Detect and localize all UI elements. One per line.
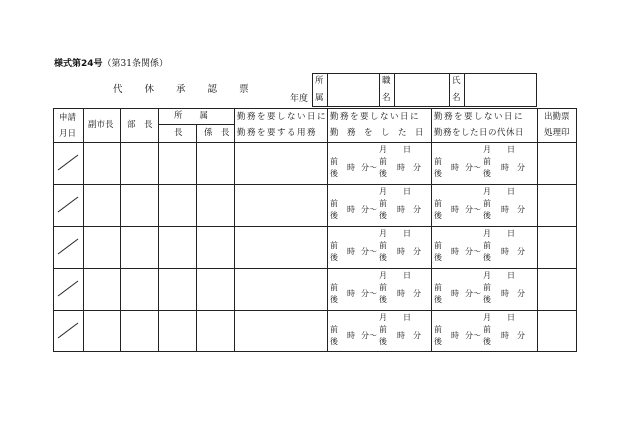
daikyu-day: 日 (507, 271, 515, 280)
date-slash (53, 226, 83, 268)
kinmu-min-range: 分～ (361, 247, 377, 256)
kinmu-month: 月 (379, 313, 387, 322)
form-number: 様式第24号（第31条関係） (54, 59, 168, 69)
kinmu-hour-start: 時 (347, 289, 355, 298)
daikyu-header-2: 勤務をした日の代休日 (434, 128, 525, 138)
kinmu-day: 日 (403, 229, 411, 238)
daikyu-month: 月 (483, 229, 491, 238)
daikyu-am-start: 前 (434, 157, 442, 166)
kinmu-day-header-2: 勤 務 を し た 日 (330, 128, 424, 138)
shozoku-label-2: 属 (315, 93, 324, 103)
daikyu-hour-end: 時 (501, 289, 509, 298)
daikyu-pm-end: 後 (483, 211, 491, 220)
daikyu-hour-end: 時 (501, 331, 509, 340)
daikyu-hour-start: 時 (451, 289, 459, 298)
daikyu-min-end: 分 (517, 163, 525, 172)
daikyu-min-end: 分 (517, 247, 525, 256)
kinmu-pm-start: 後 (330, 169, 338, 178)
daikyu-am-start: 前 (434, 283, 442, 292)
kinmu-am-start: 前 (330, 283, 338, 292)
daikyu-am-end: 前 (483, 241, 491, 250)
kinmu-am-end: 前 (379, 199, 387, 208)
daikyu-hour-end: 時 (501, 163, 509, 172)
kinmu-hour-end: 時 (397, 205, 405, 214)
daikyu-min-end: 分 (517, 331, 525, 340)
kinmu-min-range: 分～ (361, 163, 377, 172)
shinsei-header-2: 月日 (59, 129, 77, 139)
daikyu-month: 月 (483, 313, 491, 322)
kakarichou-header: 係 長 (204, 128, 230, 138)
kinmu-hour-end: 時 (397, 289, 405, 298)
kinmu-min-end: 分 (413, 331, 421, 340)
shukkin-header-1: 出勤票 (544, 112, 570, 122)
kinmu-month: 月 (379, 271, 387, 280)
daikyu-min-end: 分 (517, 205, 525, 214)
youmu-header-1: 勤務を要しない日に (237, 112, 328, 122)
kinmu-am-end: 前 (379, 157, 387, 166)
kinmu-day-header-1: 勤務を要しない日に (330, 112, 421, 122)
kinmu-am-end: 前 (379, 283, 387, 292)
kinmu-min-end: 分 (413, 205, 421, 214)
kinmu-min-end: 分 (413, 289, 421, 298)
daikyu-min-range: 分～ (465, 247, 481, 256)
daikyu-am-end: 前 (483, 199, 491, 208)
kinmu-am-end: 前 (379, 325, 387, 334)
kinmu-pm-start: 後 (330, 253, 338, 262)
kinmu-am-start: 前 (330, 325, 338, 334)
approval-table (53, 108, 577, 352)
staff-info-box (312, 73, 537, 107)
kinmu-hour-end: 時 (397, 163, 405, 172)
kinmu-month: 月 (379, 187, 387, 196)
kinmu-am-start: 前 (330, 157, 338, 166)
fukushichou-header: 副市長 (88, 120, 114, 130)
daikyu-hour-end: 時 (501, 205, 509, 214)
shokumei-label-2: 名 (382, 93, 391, 103)
daikyu-min-end: 分 (517, 289, 525, 298)
kinmu-day: 日 (403, 271, 411, 280)
kinmu-hour-start: 時 (347, 247, 355, 256)
kinmu-pm-end: 後 (379, 295, 387, 304)
daikyu-header-1: 勤務を要しない日に (434, 112, 525, 122)
kinmu-min-range: 分～ (361, 205, 377, 214)
date-slash (53, 268, 83, 310)
kinmu-day: 日 (403, 187, 411, 196)
daikyu-pm-start: 後 (434, 337, 442, 346)
kinmu-am-end: 前 (379, 241, 387, 250)
daikyu-min-range: 分～ (465, 331, 481, 340)
kinmu-am-start: 前 (330, 199, 338, 208)
shimei-label-2: 名 (452, 93, 461, 103)
kinmu-month: 月 (379, 145, 387, 154)
kinmu-day: 日 (403, 313, 411, 322)
daikyu-pm-end: 後 (483, 169, 491, 178)
daikyu-am-start: 前 (434, 199, 442, 208)
daikyu-month: 月 (483, 187, 491, 196)
daikyu-pm-start: 後 (434, 295, 442, 304)
kinmu-hour-end: 時 (397, 247, 405, 256)
shimei-label-1: 氏 (452, 76, 461, 86)
shokumei-label-1: 職 (382, 76, 391, 86)
daikyu-am-end: 前 (483, 325, 491, 334)
daikyu-pm-end: 後 (483, 295, 491, 304)
date-slash (53, 184, 83, 226)
kinmu-pm-start: 後 (330, 295, 338, 304)
daikyu-pm-end: 後 (483, 253, 491, 262)
kinmu-am-start: 前 (330, 241, 338, 250)
daikyu-min-range: 分～ (465, 205, 481, 214)
daikyu-pm-start: 後 (434, 169, 442, 178)
kinmu-min-range: 分～ (361, 289, 377, 298)
daikyu-hour-start: 時 (451, 163, 459, 172)
buchou-header: 部 長 (127, 120, 153, 130)
daikyu-month: 月 (483, 145, 491, 154)
kinmu-hour-end: 時 (397, 331, 405, 340)
fiscal-year-label: 年度 (290, 94, 309, 104)
daikyu-month: 月 (483, 271, 491, 280)
kinmu-min-end: 分 (413, 163, 421, 172)
shozoku-label-1: 所 (315, 76, 324, 86)
date-slash (53, 142, 83, 184)
daikyu-am-end: 前 (483, 157, 491, 166)
date-slash (53, 310, 83, 352)
kinmu-pm-start: 後 (330, 211, 338, 220)
shukkin-header-2: 処理印 (544, 128, 570, 138)
daikyu-day: 日 (507, 313, 515, 322)
chou-header: 長 (174, 128, 183, 138)
daikyu-hour-start: 時 (451, 205, 459, 214)
kinmu-min-range: 分～ (361, 331, 377, 340)
kinmu-pm-end: 後 (379, 253, 387, 262)
daikyu-pm-start: 後 (434, 211, 442, 220)
daikyu-pm-start: 後 (434, 253, 442, 262)
shinsei-header-1: 申請 (59, 113, 77, 123)
daikyu-hour-start: 時 (451, 247, 459, 256)
shozoku-header: 所 属 (174, 111, 209, 121)
daikyu-hour-end: 時 (501, 247, 509, 256)
daikyu-am-start: 前 (434, 325, 442, 334)
daikyu-hour-start: 時 (451, 331, 459, 340)
daikyu-am-start: 前 (434, 241, 442, 250)
kinmu-min-end: 分 (413, 247, 421, 256)
daikyu-min-range: 分～ (465, 289, 481, 298)
kinmu-hour-start: 時 (347, 331, 355, 340)
kinmu-day: 日 (403, 145, 411, 154)
kinmu-pm-end: 後 (379, 211, 387, 220)
youmu-header-2: 勤務を要する用務 (237, 128, 318, 138)
kinmu-pm-end: 後 (379, 169, 387, 178)
daikyu-day: 日 (507, 145, 515, 154)
daikyu-day: 日 (507, 187, 515, 196)
kinmu-pm-start: 後 (330, 337, 338, 346)
daikyu-day: 日 (507, 229, 515, 238)
daikyu-am-end: 前 (483, 283, 491, 292)
kinmu-hour-start: 時 (347, 163, 355, 172)
form-title: 代 休 承 認 票 (113, 84, 249, 95)
kinmu-month: 月 (379, 229, 387, 238)
daikyu-pm-end: 後 (483, 337, 491, 346)
kinmu-hour-start: 時 (347, 205, 355, 214)
kinmu-pm-end: 後 (379, 337, 387, 346)
daikyu-min-range: 分～ (465, 163, 481, 172)
